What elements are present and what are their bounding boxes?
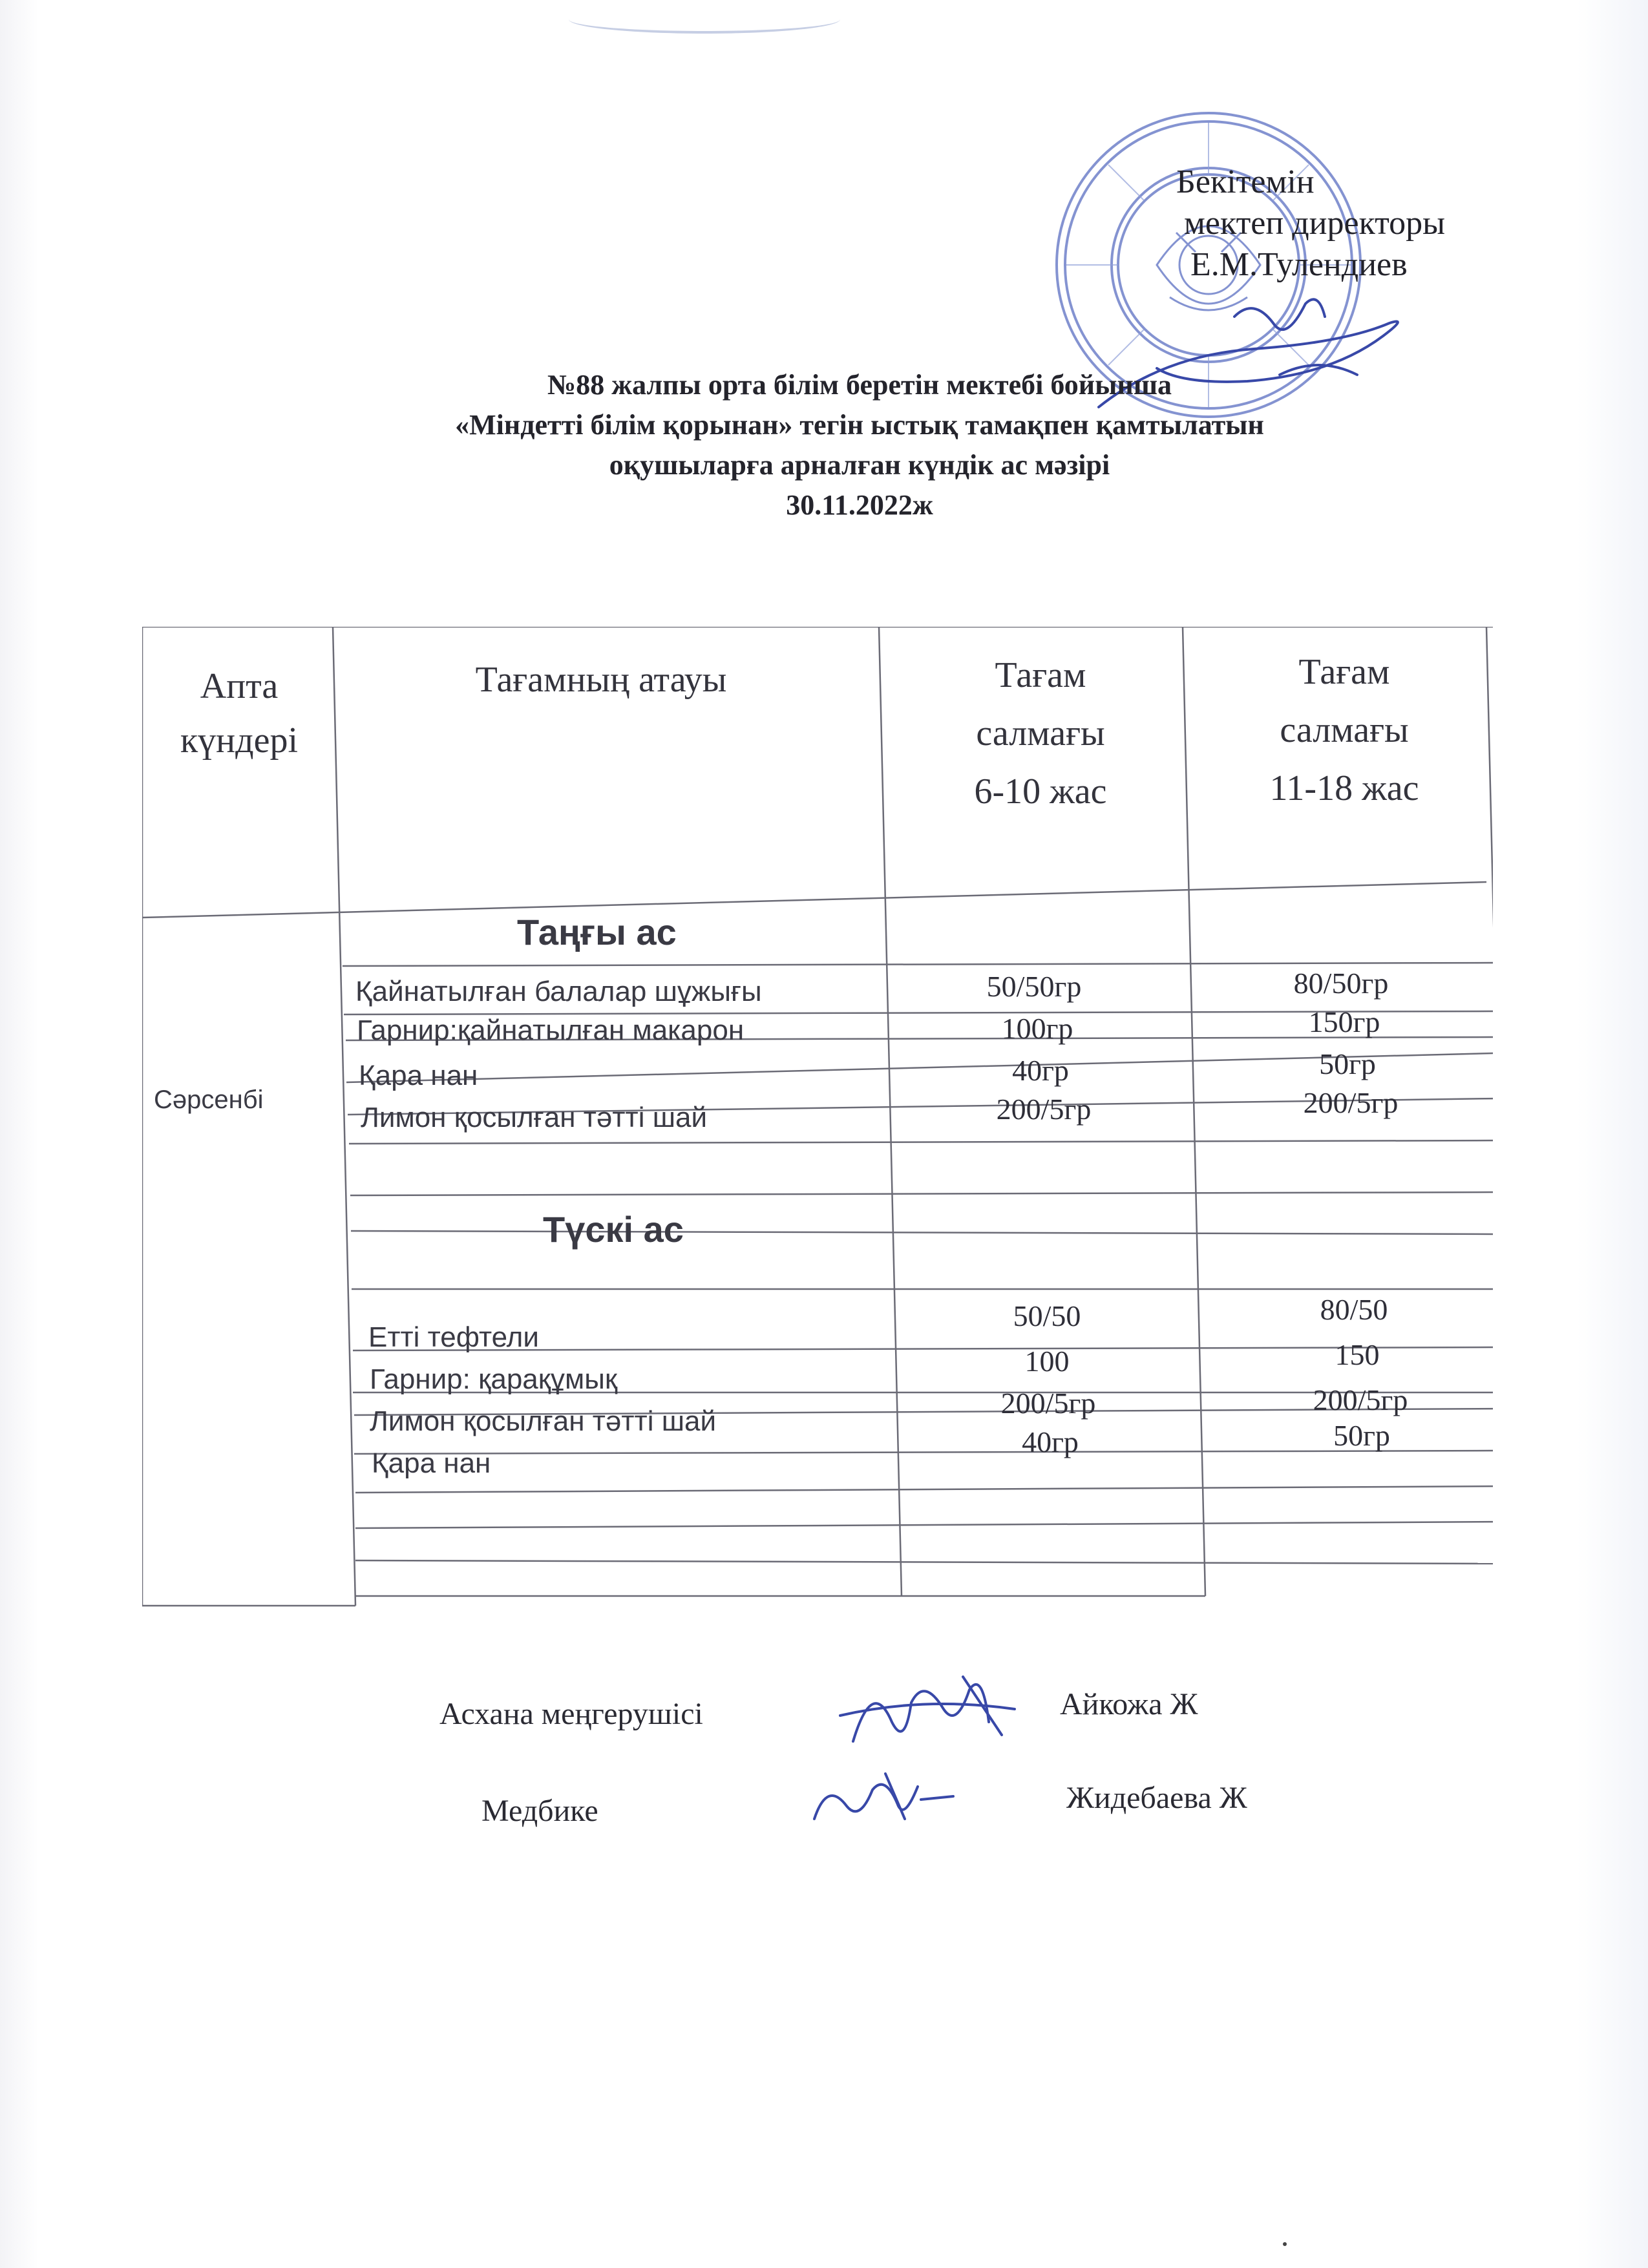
section-lunch: Түскі ас <box>543 1209 684 1250</box>
breakfast-item-1-v1: 50/50гр <box>986 970 1082 1003</box>
approval-block <box>1150 162 1512 286</box>
header-days: Апта күндері <box>180 666 299 761</box>
nurse-signature <box>808 1761 956 1832</box>
lunch-item-4-v2: 50гр <box>1333 1419 1390 1452</box>
breakfast-item-4: Лимон қосылған тәтті шай <box>361 1102 708 1133</box>
breakfast-item-1-v2: 80/50гр <box>1293 967 1389 1000</box>
header-weight-6-10: Тағам салмағы 6-10 жас <box>974 655 1107 812</box>
lunch-item-1-v2: 80/50 <box>1320 1293 1388 1326</box>
lunch-item-2-v2: 150 <box>1335 1338 1380 1371</box>
menu-table <box>142 627 1493 1609</box>
breakfast-item-3-v1: 40гр <box>1012 1054 1069 1087</box>
scan-smudge <box>569 5 840 34</box>
title-date: 30.11.2022ж <box>786 489 933 521</box>
approval-line-1: Бекітемін <box>1176 163 1315 200</box>
approval-line-2: мектеп директоры <box>1184 205 1446 242</box>
signer-name-1: Айкожа Ж <box>1060 1687 1198 1721</box>
breakfast-item-2-v1: 100гр <box>1001 1012 1073 1045</box>
kitchen-head-signature <box>834 1664 1021 1754</box>
document-title <box>246 365 1474 525</box>
title-line-1: №88 жалпы орта білім беретін мектебі бойынша <box>547 369 1172 401</box>
lunch-item-4-v1: 40гр <box>1022 1425 1079 1458</box>
breakfast-item-4-v1: 200/5гр <box>996 1093 1092 1126</box>
breakfast-item-2-v2: 150гр <box>1308 1005 1380 1038</box>
header-dish-name: Тағамның атауы <box>475 660 727 700</box>
title-line-2: «Міндетті білім қорынан» тегін ыстық тамақпен қамтылатын <box>455 409 1264 441</box>
signer-name-2: Жидебаева Ж <box>1066 1781 1247 1815</box>
breakfast-item-1: Қайнатылған балалар шұжығы <box>355 976 762 1007</box>
lunch-item-3: Лимон қосылған тәтті шай <box>370 1405 717 1437</box>
section-breakfast: Таңғы ас <box>517 912 677 952</box>
approval-line-3: Е.М.Тулендиев <box>1190 246 1408 283</box>
signer-role-1: Асхана меңгерушісі <box>439 1697 703 1731</box>
lunch-item-1: Етті тефтели <box>368 1321 539 1353</box>
lunch-item-2-v1: 100 <box>1024 1345 1070 1378</box>
lunch-item-1-v1: 50/50 <box>1013 1299 1081 1332</box>
signer-role-2: Медбике <box>481 1794 598 1828</box>
header-weight-11-18: Тағам салмағы 11-18 жас <box>1269 652 1419 808</box>
breakfast-item-3-v2: 50гр <box>1319 1047 1376 1080</box>
breakfast-item-2: Гарнир:қайнатылған макарон <box>357 1014 745 1046</box>
lunch-item-3-v2: 200/5гр <box>1313 1383 1408 1416</box>
title-line-3: оқушыларға арналған күндік ас мәзірі <box>609 449 1110 481</box>
day-label: Сәрсенбі <box>154 1086 264 1114</box>
lunch-item-4: Қара нан <box>372 1447 491 1479</box>
lunch-item-3-v1: 200/5гр <box>1000 1387 1096 1420</box>
breakfast-item-3: Қара нан <box>359 1060 478 1091</box>
scan-speck <box>1283 2242 1287 2246</box>
lunch-item-2: Гарнир: қарақұмық <box>370 1363 618 1395</box>
breakfast-item-4-v2: 200/5гр <box>1303 1086 1399 1119</box>
